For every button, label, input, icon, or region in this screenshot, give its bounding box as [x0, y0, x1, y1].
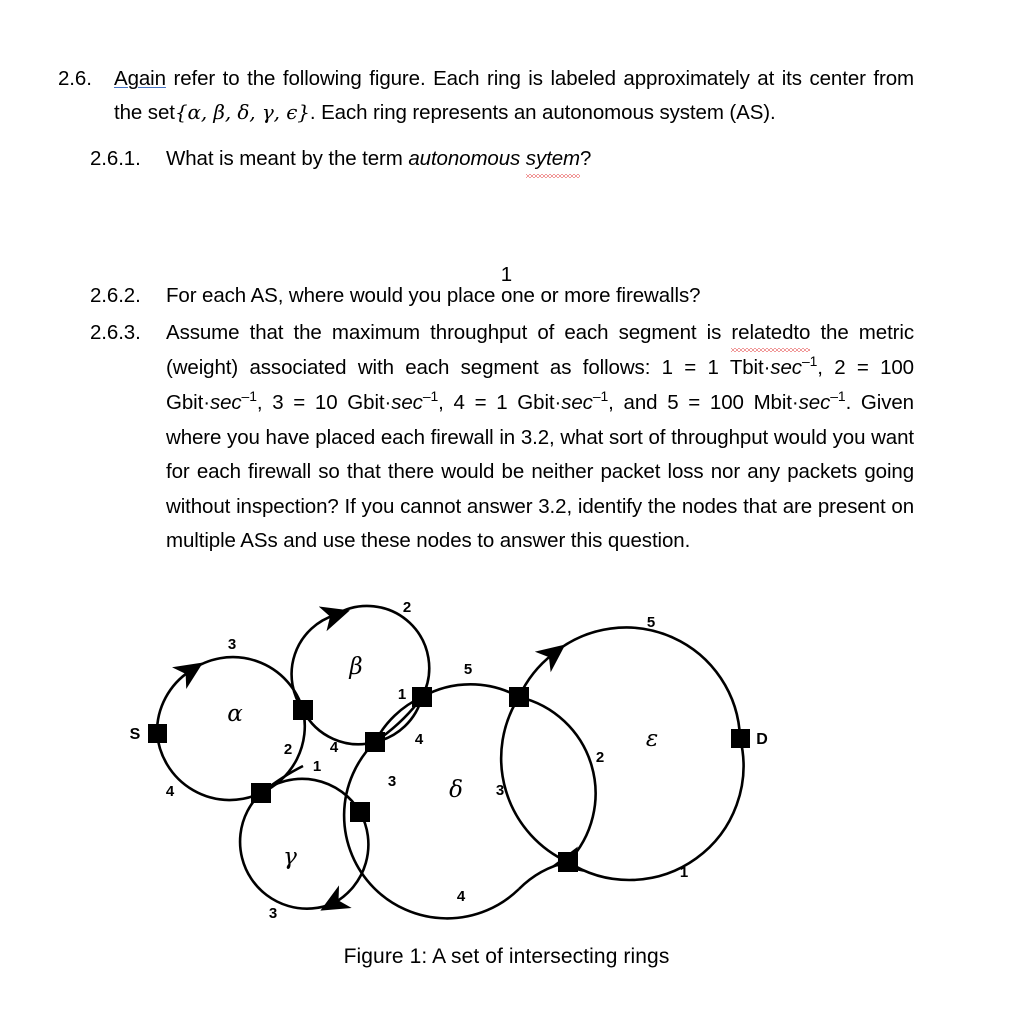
weight-label: 4 [414, 731, 424, 748]
ring-delta-arc-1 [422, 684, 519, 697]
node-gamma-delta[interactable] [350, 802, 370, 822]
q263-a7: . Given where you have placed each firewall in 3.2, what sort of throughput would you want for each firewall so that there would be neither packet loss nor any packets going without inspection? If you cannot answer 3.2, identify the nodes that are present on multiple ASs and use these nodes to answer this question. [166, 391, 914, 553]
q263-a3: , 2 = 100 Gbit· [166, 356, 914, 415]
weight-label: 3 [268, 905, 278, 922]
weight-label: 4 [329, 739, 339, 756]
weight-label: 3 [227, 636, 237, 653]
sec-unit-2: sec [209, 391, 242, 415]
node-alpha-beta[interactable] [293, 700, 313, 720]
q263-a5: , 4 = 1 Gbit· [438, 391, 562, 415]
sec-exponent-4: –1 [592, 388, 609, 405]
ring-delta-arc-2 [519, 697, 596, 862]
weight-label: 5 [463, 661, 473, 678]
q263-a6: , and 5 = 100 Mbit· [608, 391, 799, 415]
sec-exponent-3: –1 [422, 388, 439, 405]
node-delta-epsilon-upper[interactable] [509, 687, 529, 707]
node-beta-delta-upper[interactable] [412, 687, 432, 707]
ring-name-set: {α, β, δ, γ, ϵ} [174, 100, 310, 125]
question-2-6-text [114, 62, 914, 131]
question-number-2-6-2: 2.6.2. [90, 284, 141, 308]
weight-label: 2 [283, 741, 293, 758]
weight-label: 1 [397, 686, 407, 703]
node-delta-epsilon-lower[interactable] [558, 852, 578, 872]
question-2-6-1-part2: ? [579, 146, 592, 170]
again-underlined: Again [114, 67, 166, 90]
q263-a1: Assume that the maximum throughput of each segment is [166, 320, 732, 344]
question-block [58, 62, 914, 558]
ring-epsilon-arc-4 [501, 697, 568, 862]
weight-label: 1 [679, 864, 689, 881]
question-2-6-part3: . Each ring represents an autonomous system (AS). [309, 101, 776, 125]
weight-label: 4 [165, 783, 175, 800]
sec-unit-4: sec [561, 391, 593, 415]
question-2-6-1-part1: What is meant by the term [166, 146, 409, 170]
ring-alpha-arc-2 [190, 657, 303, 710]
autonomous-italic: autonomous [408, 146, 526, 170]
question-2-6-3-text [166, 316, 914, 559]
question-2-6-3 [90, 316, 914, 559]
ring-delta-arc-4 [344, 742, 519, 918]
ring-epsilon-arc-2 [553, 628, 740, 738]
weight-label: 1 [312, 758, 322, 775]
question-2-6 [58, 62, 914, 131]
sec-exponent-2: –1 [241, 388, 257, 405]
sec-unit-5: sec [798, 391, 831, 415]
figure-container [0, 594, 1013, 969]
q263-a2: the metric (weight) associated with each segment as follows: 1 = 1 Tbit· [166, 320, 915, 380]
ring-label-delta: δ [449, 777, 463, 803]
page-number: 1 [500, 263, 513, 286]
weight-label: 3 [387, 773, 397, 790]
question-number-2-6-1: 2.6.1. [90, 146, 141, 170]
intersecting-rings-diagram [0, 594, 1013, 939]
endpoint-label-s: S [129, 726, 141, 743]
weight-label: 2 [595, 749, 605, 766]
question-2-6-2-text: For each AS, where would you place one or more firewalls? [166, 284, 701, 308]
ring-label-gamma: γ [283, 844, 297, 870]
question-number-2-6: 2.6. [58, 67, 92, 90]
figure-caption: Figure 1: A set of intersecting rings [343, 945, 670, 968]
sec-exponent-5: –1 [830, 388, 846, 405]
node-s[interactable] [148, 724, 167, 743]
sytem-misspelled: sytem [526, 142, 580, 176]
ring-label-epsilon: ε [645, 726, 659, 752]
ring-gamma-arc-2 [334, 812, 368, 903]
endpoint-label-d: D [756, 731, 768, 748]
question-2-6-1-text [166, 142, 914, 176]
relatedto-misspelled: relatedto [731, 316, 810, 350]
ring-label-beta: β [349, 654, 363, 680]
weight-label: 4 [456, 888, 466, 905]
node-d[interactable] [731, 729, 750, 748]
ring-beta-arc-4 [303, 710, 375, 744]
weight-label: 3 [495, 782, 505, 799]
q263-a4: , 3 = 10 Gbit· [256, 391, 392, 415]
question-2-6-part2: refer to the following figure. Each ring is labeled approximately at its center from the set [114, 67, 914, 125]
sec-unit-3: sec [391, 391, 423, 415]
sec-exponent-1: –1 [801, 353, 818, 370]
node-alpha-gamma[interactable] [251, 783, 271, 803]
weight-label: 5 [646, 614, 656, 631]
question-2-6-1 [90, 142, 914, 176]
weight-label: 2 [402, 599, 412, 616]
ring-beta-arc-2 [335, 606, 429, 697]
sec-unit-1: sec [770, 356, 802, 380]
node-beta-delta-lower[interactable] [365, 732, 385, 752]
ring-label-alpha: α [227, 701, 243, 727]
ring-alpha-arc-1 [157, 671, 190, 733]
question-number-2-6-3: 2.6.3. [90, 320, 141, 344]
